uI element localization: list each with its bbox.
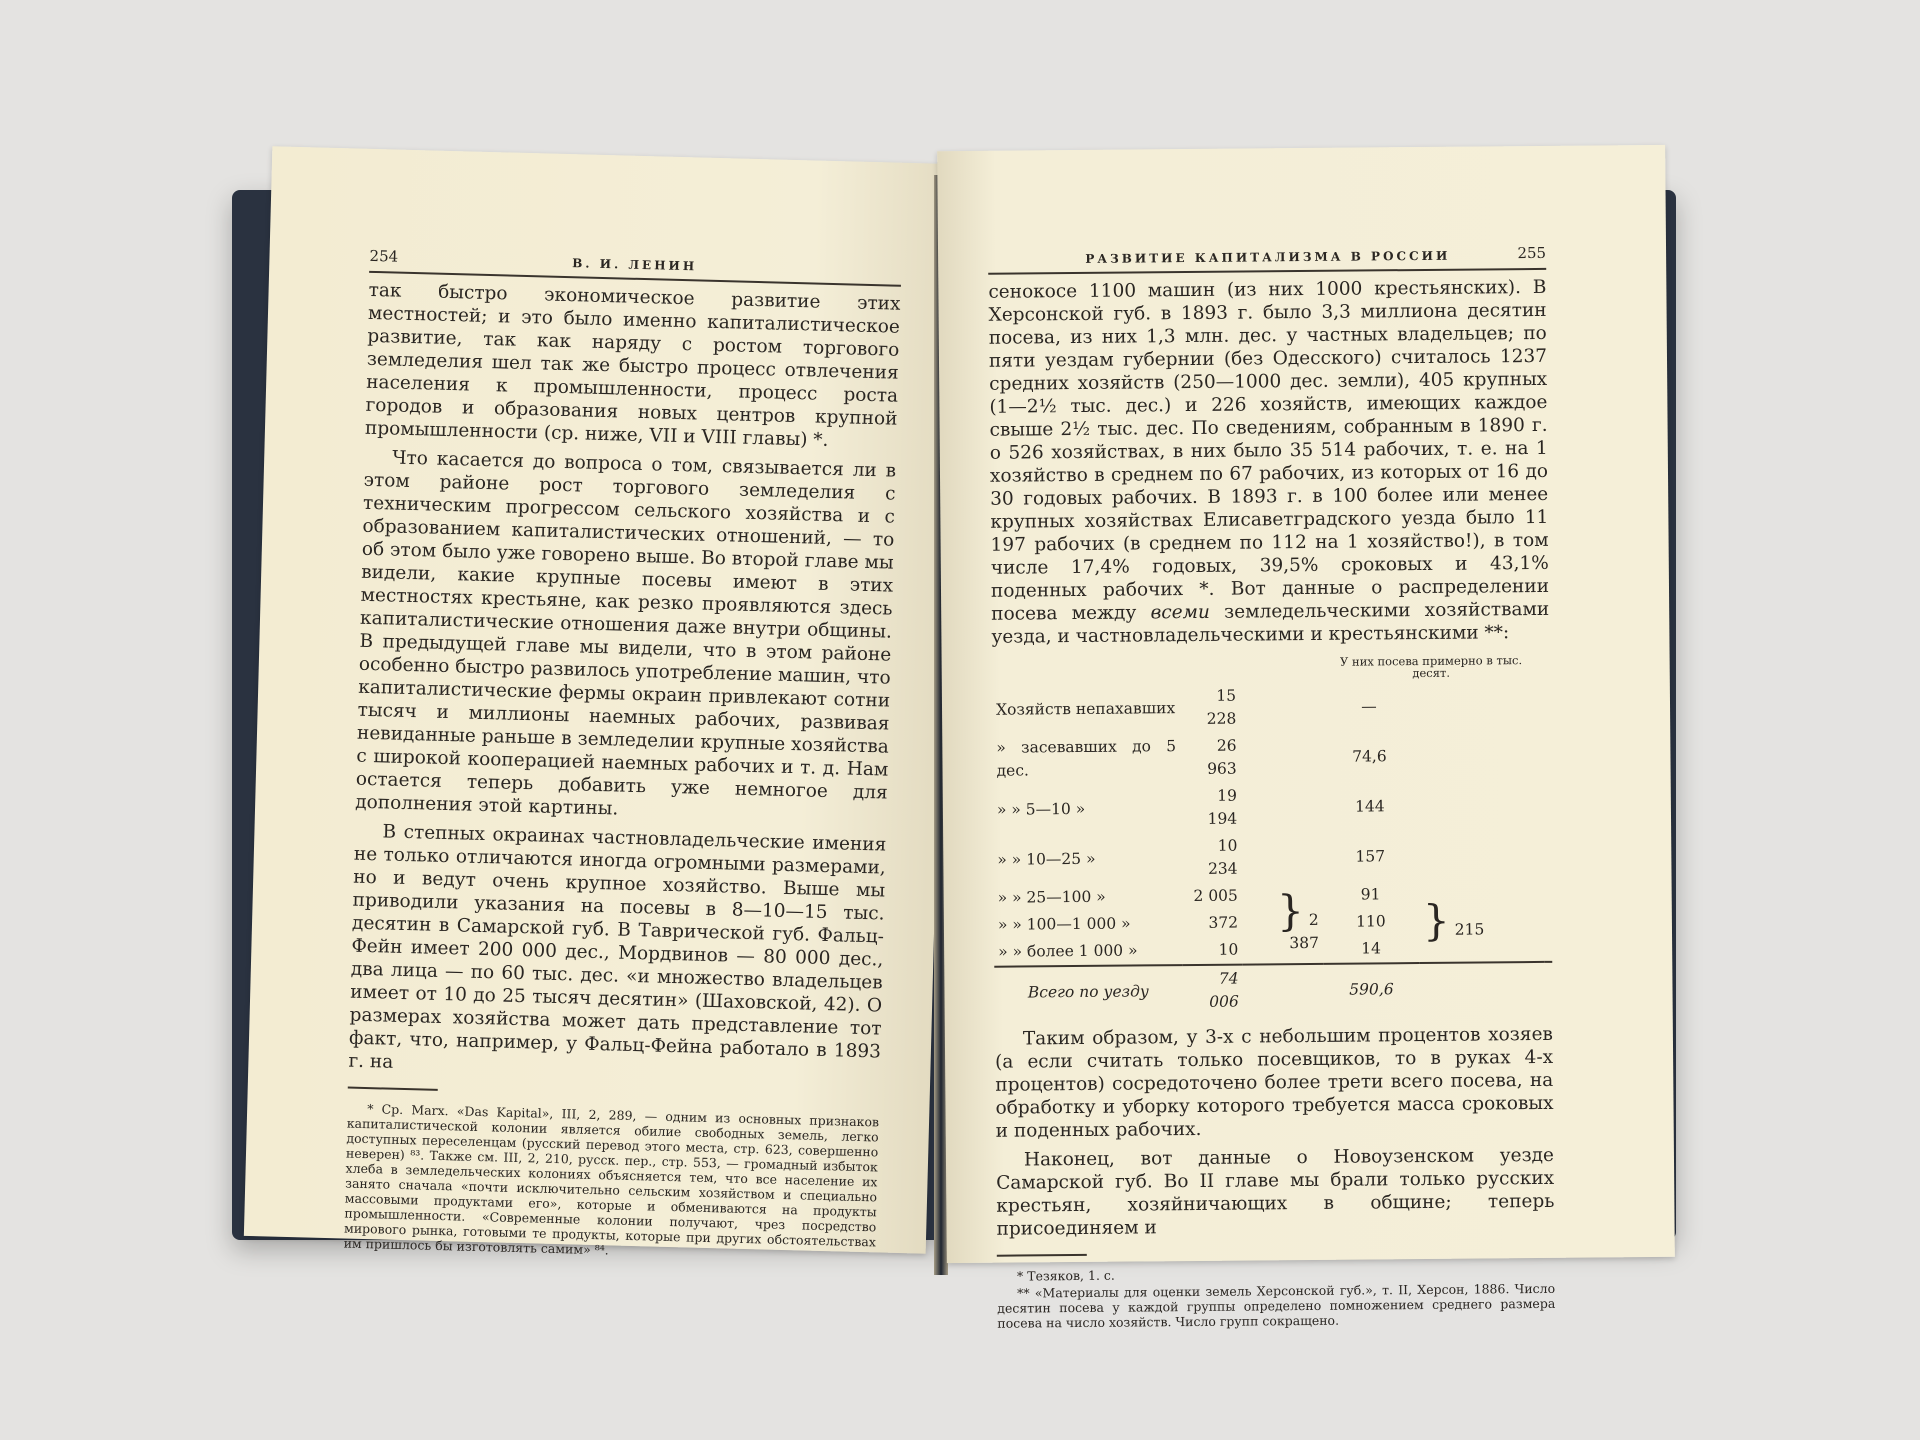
row-count: 15 228 [1206, 686, 1237, 728]
right-page [937, 145, 1675, 1331]
table-column-header: У них посева примерно в тыс. десят. [1339, 653, 1523, 681]
row-area: 157 [1355, 846, 1386, 866]
table-row [994, 880, 1552, 912]
total-area: 590,6 [1323, 963, 1420, 1015]
row-area: 110 [1355, 912, 1386, 931]
left-body [343, 279, 900, 1267]
left-header [369, 229, 902, 287]
row-count: 19 194 [1207, 786, 1238, 828]
right-page-number: 255 [1517, 243, 1547, 263]
total-label: Всего по уезду [994, 965, 1182, 1018]
table-row [992, 730, 1550, 785]
row-area: 74,6 [1352, 746, 1387, 766]
row-label: » » 10—25 » [997, 849, 1096, 869]
right-paragraph: Таким образом, у 3-х с небольшим процентов хозяев (а если считать только посевщиков, то в руках 4-х процентов) сосредоточено более трети всего посева, на обработку и уборку которого требуется масса сроковых и поденных рабочих. [995, 1023, 1554, 1142]
right-body [988, 276, 1555, 1333]
left-footnote: * Ср. Marx. «Das Kapital», III, 2, 289, — одним из основных признаков капиталистической колонии является обилие свободных земель, легко доступных переселенцам (русский перевод этого места, стр. 623, совершенно неверен) ⁸³. Также см. III, 2, 210, русск. пер., стр. 553, — громадный избыток хлеба в земледельческих колониях объясняется тем, что все население их занято сначала «почти исключительно сельским хозяйством и специально массовыми продуктами его», которые и обмениваются на продукты промышленности. «Современные колонии получают, чрез посредство мирового рынка, готовыми те продукты, которые при других обстоятельствах им пришлось бы изготовлять самим» ⁸⁴. [343, 1101, 880, 1258]
row-label: » засевавших до 5 дес. [996, 737, 1177, 780]
row-count: 2 005 [1193, 886, 1238, 905]
total-count: 74 006 [1182, 965, 1243, 1017]
row-label: » » 25—100 » [997, 887, 1106, 907]
table-row [993, 780, 1551, 835]
row-area: — [1361, 696, 1377, 716]
left-page-number: 254 [369, 246, 399, 266]
left-paragraph: Что касается до вопроса о том, связывается ли в этом районе рост торгового земледелия с техническим прогрессом сельского хозяйства и с образованием капиталистических отношений, — то об этом было уже говорено выше. Во второй главе мы видели, какие крупные посевы имеют в этих местностях крестьяне, как резко проявляются здесь капиталистические отношения даже внутри общины. В предыдущей главе мы видели, что в этом районе особенно быстро развилось употребление машин, что капиталистические фермы окраин привлекают сотни тысяч и миллионы наемных рабочих, развивая невиданные раньше в земледелии крупные хозяйства с широкой кооперацией наемных рабочих и т. д. Нам остается теперь добавить уже немногое для дополнения этой картины. [354, 447, 897, 820]
italic-emphasis: всеми [1150, 601, 1210, 624]
left-paragraph: так быстро экономическое развитие этих местностей; и это было именно капиталистическое развитие, так как наряду с ростом торгового земледелия шел так же быстро процесс отвлечения населения к промышленности, процесс роста городов и образования новых центров крупной промышленности (ср. ниже, VII и VIII главы) *. [364, 279, 901, 451]
left-paragraph: В степных окраинах частновладельческие имения не только отличаются иногда огромными размерами, но и ведут очень крупное хозяйство. Выше мы приводили указания на посевы в 8—10—15 тыс. десятин в Самарской губ. В Таврической губ. Фальц-Фейн имеет 200 000 дес., Мордвинов — 80 000 дес., два лица — по 60 тыс. дес. «и множество владельцев имеет от 10 до 25 тысяч десятин» (Шаховской, 42). О размерах хозяйства может дать представление тот факт, что, например, у Фальц-Фейна работало в 1893 г. на [348, 821, 887, 1073]
farms-table [992, 652, 1553, 1018]
left-footnotes [344, 1101, 880, 1265]
right-paragraph [988, 276, 1549, 649]
group-area: } 215 [1422, 895, 1485, 945]
right-footnote: ** «Материалы для оценки земель Херсонской губ.», т. II, Херсон, 1886. Число десятин посева у каждой группы определено помножением среднего размера посева на число хозяйств. Число групп сокращено. [997, 1280, 1556, 1331]
left-page [244, 146, 954, 1258]
right-running-head: РАЗВИТИЕ КАПИТАЛИЗМА В РОССИИ [1085, 248, 1451, 266]
row-label: Хозяйств непахавших [995, 698, 1176, 719]
right-footnote: * Тезяков, 1. с. [1016, 1267, 1115, 1284]
brace-symbol: } [1276, 885, 1305, 935]
row-area: 91 [1360, 885, 1381, 904]
group-count: } 2 387 [1276, 885, 1320, 952]
row-count: 26 963 [1207, 736, 1237, 778]
table-total-row [994, 962, 1552, 1018]
right-paragraph-text-end: земледельческими хозяйствами уезда, и частновладельческими и крестьянскими **: [991, 598, 1550, 648]
row-area: 14 [1361, 939, 1382, 958]
table-row [992, 680, 1550, 735]
footnote-rule [348, 1087, 438, 1091]
footnote-rule [997, 1254, 1087, 1257]
table-row [993, 830, 1551, 885]
right-paragraph: Наконец, вот данные о Новоузенском уезде Самарской губ. Во II главе мы брали только русских крестьян, хозяйничающих в общине; теперь присоединяем и [996, 1144, 1555, 1240]
left-running-head: В. И. ЛЕНИН [572, 256, 698, 274]
row-label: » » 5—10 » [996, 799, 1086, 819]
right-header [988, 226, 1546, 275]
brace-symbol: } [1422, 895, 1450, 945]
row-count: 10 234 [1207, 836, 1238, 878]
row-count: 372 [1208, 913, 1239, 932]
right-paragraph-text: сенокосе 1100 машин (из них 1000 крестьянских). В Херсонской губ. в 1893 г. было 3,3 миллиона десятин посева, из них 1,3 млн. дес. у частных владельцев; по пяти уездам губернии (без Одесского) считалось 1237 средних хозяйств (250—1000 дес. земли), 405 крупных (1—2½ тыс. дес.) и 226 хозяйств, имеющих каждое свыше 2½ тыс. дес. По сведениям, собранным в 1890 г. о 526 хозяйствах, в них было 35 514 рабочих, т. е. на 1 хозяйство в среднем по 67 рабочих, из которых от 16 до 30 годовых рабочих. В 1893 г. в 100 более или менее крупных хозяйствах Елисаветградского уезда было 11 197 рабочих (в среднем по 112 на 1 хозяйство!), в том числе 17,4% годовых, 39,5% сроковых и 43,1% поденных рабочих *. Вот данные о распределении посева между [988, 276, 1550, 625]
row-count: 10 [1218, 940, 1239, 959]
row-label: » » более 1 000 » [998, 941, 1138, 961]
row-label: » » 100—1 000 » [997, 914, 1131, 934]
row-area: 144 [1354, 796, 1385, 816]
right-footnotes [997, 1264, 1556, 1331]
